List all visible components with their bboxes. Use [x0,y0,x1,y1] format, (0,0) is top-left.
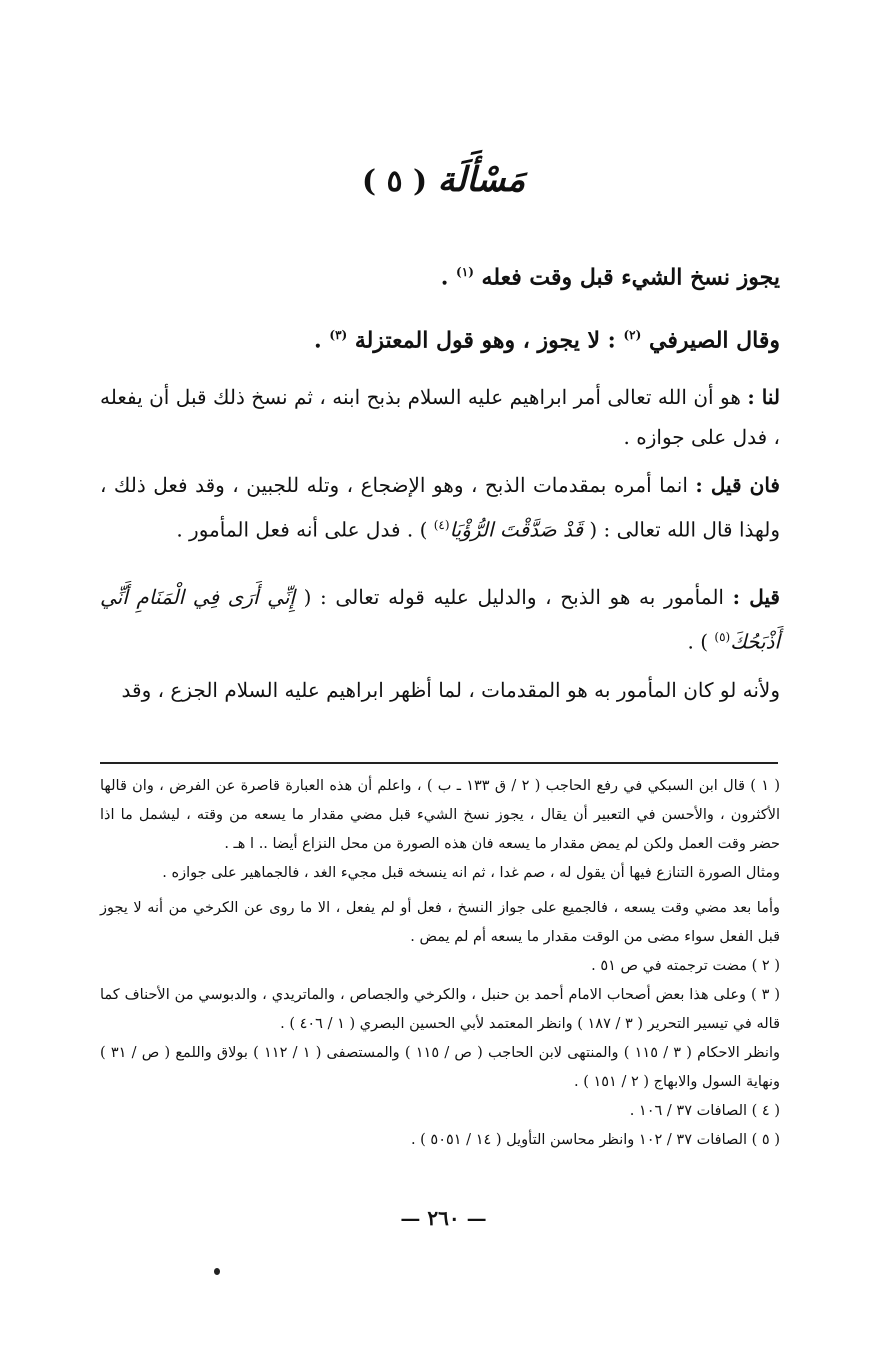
p5-tail: ) . [687,629,709,654]
p3-text: هو أن الله تعالى أمر ابراهيم عليه السلام بذبح ابنه ، ثم نسخ ذلك قبل أن يفعله ، فدل على جوازه . [100,384,780,449]
footnote-ref-5: (٥) [714,630,731,645]
p4-tail: ) . فدل على أنه فعل المأمور . [176,517,428,542]
p2-a: وقال الصيرفي [648,327,780,354]
paragraph-continuation [100,670,780,710]
p1-tail: . [440,264,449,291]
footnote-divider [100,762,778,764]
paragraph-reply [100,577,780,662]
footnote-1-example: ومثال الصورة التنازع فيها أن يقول له ، صم غدا ، ثم انه ينسخه قبل مجيء الغد ، فالجماهير على جوازه . [162,865,780,881]
footnote-5: ( ٥ ) الصافات ٣٧ / ١٠٢ وانظر محاسن التأويل ( ١٤ / ٥٠٥١ ) . [410,1132,780,1148]
p5-lead: قيل : [732,585,780,610]
p2-tail: . [314,327,322,354]
heading-number: ( ٥ ) [361,164,428,199]
paragraph-sayrafi [100,313,780,362]
footnote-3-continuation: وانظر الاحكام ( ٣ / ١١٥ ) والمنتهى لابن الحاجب ( ص / ١١٥ ) والمستصفى ( ١ / ١١٢ ) بولاق واللمع ( ص / ٣١ ) ونهاية السول والابهاج ( ٢ / ١٥١ ) . [100,1045,780,1090]
p4-text: انما أمره بمقدمات الذبح ، وهو الإضجاع ، وتله للجبين ، وقد فعل ذلك ، ولهذا قال الله تعالى : ( [100,472,780,542]
paragraph-lana [100,377,780,457]
p2-b: : لا يجوز ، وهو قول المعتزلة [354,327,616,354]
footnote-4: ( ٤ ) الصافات ٣٧ / ١٠٦ . [629,1103,780,1119]
footnote-ref-4: (٤) [433,517,450,532]
footnote-3: ( ٣ ) وعلى هذا بعض أصحاب الامام أحمد بن حنبل ، والكرخي والجصاص ، والماتريدي ، والدبوسي من الأحناف كما قاله في تيسير التحرير ( ٣ / ١٨٧ ) وانظر المعتمد لأبي الحسين البصري ( ١ / ٤٠٦ ) . [100,987,780,1032]
footnote-ref-3: (٣) [329,328,348,343]
p5-text: المأمور به هو الذبح ، والدليل عليه قوله تعالى : ( [303,585,724,610]
p6-text: ولأنه لو كان المأمور به هو المقدمات ، لما أظهر ابراهيم عليه السلام الجزع ، وقد [121,677,780,702]
quran-quote-1: قَدْ صَدَّقْتَ الرُّؤْيَا [449,517,584,542]
footnotes [100,772,780,1155]
paragraph-rule [100,250,780,299]
quran-quote-2: إِنِّي أَرَى فِي الْمَنَامِ أَنِّي أَذْبَحُكَ [100,585,780,654]
heading-word: مَسْأَلَة [437,160,526,200]
paragraph-objection [100,465,780,550]
footnote-ref-2: (٢) [623,328,642,343]
page-number: — ٢٦٠ — [400,1206,487,1230]
footnote-2: ( ٢ ) مضت ترجمته في ص ٥١ . [591,958,780,974]
p1-text: يجوز نسخ الشيء قبل وقت فعله [481,264,780,291]
p4-lead: فان قيل : [695,472,780,497]
footnote-ref-1: (١) [456,265,474,279]
section-heading [0,160,887,200]
footnote-1: ( ١ ) قال ابن السبكي في رفع الحاجب ( ٢ / ق ١٣٣ ـ ب ) ، واعلم أن هذه العبارة قاصرة عن الفرض ، وان قالها الأكثرون ، والأحسن في التعبير أن يقال ، يجوز نسخ الشيء قبل مضي مقدار ما يسعه من وقته ، ليشمل ما اذا حضر وقت العمل ولكن لم يمض مقدار ما يسعه فان هذه الصورة من محل النزاع أيضا .. ا هـ . [100,778,780,852]
footnote-1-continuation: وأما بعد مضي وقت يسعه ، فالجميع على جواز النسخ ، فعل أو لم يفعل ، الا ما روى عن الكرخي من أنه لا يجوز قبل الفعل سواء مضى من الوقت مقدار ما يسعه أم لم يمض . [100,900,780,945]
ink-speck [214,1268,220,1275]
main-text [100,250,780,718]
p3-lead: لنا : [747,384,781,409]
